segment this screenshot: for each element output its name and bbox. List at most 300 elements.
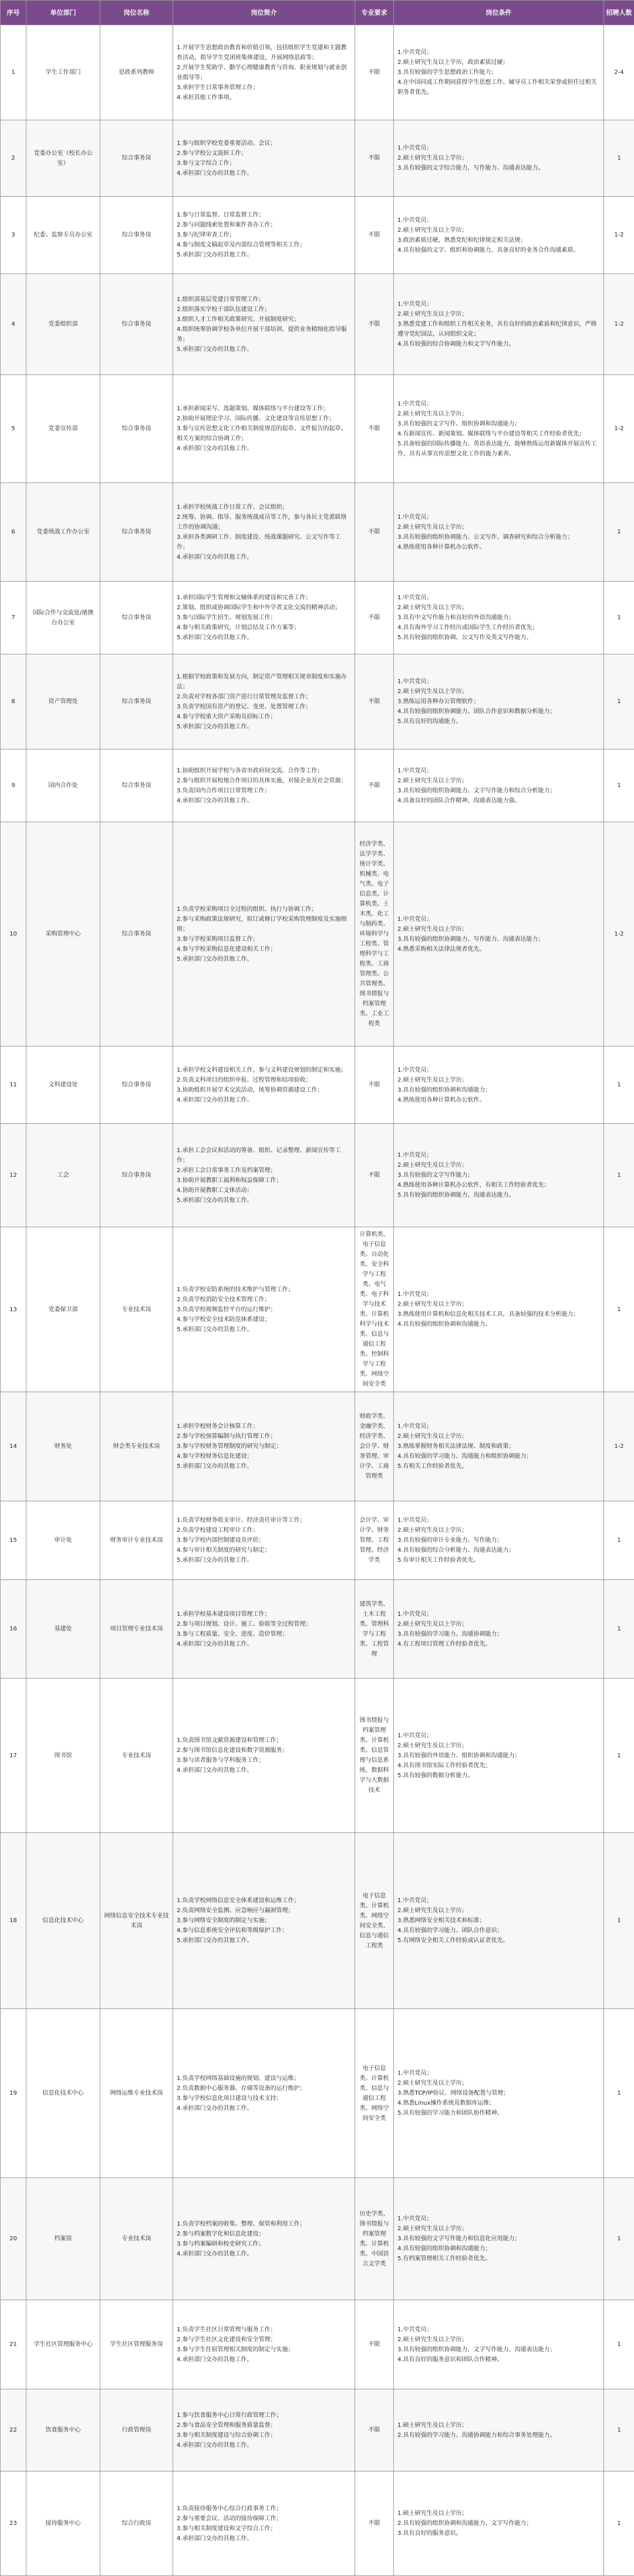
intro-line: 2.参与档案数字化和信息化建设； [177, 2229, 351, 2239]
cell-dept: 信息化技术中心 [26, 2009, 100, 2178]
intro-line: 3.参与纪律审查工作； [177, 230, 351, 240]
intro-line: 1.承担国际学生管理和文辅体系的建设和完善工作； [177, 593, 351, 603]
cell-intro [173, 2300, 355, 2389]
cell-dept: 接待服务中心 [26, 2472, 100, 2576]
cell-post: 综合事务岗 [100, 274, 173, 375]
header-post: 岗位名称 [100, 1, 173, 25]
cond-line: 5.有审计相关工作经验者优先。 [397, 1555, 600, 1565]
cell-dept: 信息化技术中心 [26, 1833, 100, 2009]
intro-line: 5.承担部门交办的其他工作。 [177, 345, 351, 355]
cell-no: 4 [1, 274, 26, 375]
cell-major: 电子信息类、计算机类、网络空间安全类、信息与通信工程类 [355, 1833, 394, 2009]
cond-line: 1.中共党员； [397, 677, 600, 687]
intro-line: 2.参与项目规划、设计、施工、验收等全过程管理； [177, 1619, 351, 1629]
cell-dept: 工会 [26, 1124, 100, 1227]
cond-line: 4.在中国同或工作期间获得学生思想工作、辅导员工作相关荣誉或担任过相关职务者优先。 [397, 77, 600, 97]
intro-line: 3.参与相关制度建设和文字综合工作； [177, 2524, 351, 2534]
cell-no: 23 [1, 2472, 26, 2576]
intro-line: 3.负责学校国有资产的登记、变更、处置管理工作； [177, 702, 351, 712]
intro-line: 3.协助开展教职工福利和权益保障工作； [177, 1176, 351, 1186]
intro-line: 2.参与食品安全管理和服务质量监督； [177, 2420, 351, 2430]
table-row [1, 749, 634, 822]
intro-line: 2.参与重要会议、活动的接待保障工作； [177, 2514, 351, 2524]
cell-no: 17 [1, 1679, 26, 1833]
table-row [1, 483, 634, 582]
cond-line: 2.硕士研究生及以上学历； [397, 1741, 600, 1751]
cell-post: 综合行政岗 [100, 2472, 173, 2576]
cell-num: 1-2 [604, 197, 634, 274]
intro-line: 1.负责学生社区日常管理与服务工作； [177, 2325, 351, 2335]
table-row [1, 582, 634, 654]
intro-line: 3.参与学校内部控制建设及评价； [177, 1535, 351, 1545]
cell-num: 1 [604, 120, 634, 197]
cell-dept: 党委统战工作办公室 [26, 483, 100, 582]
cell-major: 不限 [355, 582, 394, 654]
cond-line: 3.熟悉TCP/IP协议、网络设备配置与管理； [397, 2088, 600, 2098]
cond-line: 2.硕士研究生及以上学历，政治素质过硬； [397, 58, 600, 67]
intro-line: 4.承担部门交办的其他工作。 [177, 2440, 351, 2450]
cond-line: 2.具有较强的学习能力、沟通协调能力和综合事务处理能力。 [397, 2430, 600, 2440]
cell-no: 12 [1, 1124, 26, 1227]
cell-intro [173, 1580, 355, 1679]
cell-dept: 学生工作部门 [26, 25, 100, 120]
intro-line: 2.参与图书馆信息化建设和数字资源服务； [177, 1746, 351, 1755]
cell-major: 图书情报与档案管理类、计算机类、信息管理与信息系统、数据科学与大数据技术 [355, 1679, 394, 1833]
cell-major: 不限 [355, 483, 394, 582]
cell-num: 1 [604, 2472, 634, 2576]
cond-line: 2.硕士研究生及以上学历； [397, 225, 600, 235]
intro-line: 3.承担各类调研工作、制度建设、统战课题研究、公文写作等工作； [177, 532, 351, 552]
cell-num: 2-4 [604, 25, 634, 120]
cond-line: 2.硕士研究生及以上学历； [397, 1619, 600, 1629]
cond-line: 2.硕士研究生及以上学历； [397, 924, 600, 934]
intro-line: 5.承担部门交办的其他工作。 [177, 633, 351, 643]
cell-major: 不限 [355, 375, 394, 483]
cell-major: 不限 [355, 2300, 394, 2389]
cond-line: 1.硕士研究生及以上学历； [397, 2420, 600, 2430]
table-row [1, 822, 634, 1046]
cond-line: 4.熟练使用各种计算机办公软件，有相关工作经验者优先； [397, 1180, 600, 1190]
cond-line: 4.具有较强的组织协调和沟通能力； [397, 2244, 600, 2254]
intro-line: 3.承担学生日常事务管理工作； [177, 83, 351, 93]
intro-line: 4.承担部门交办的其他工作。 [177, 2355, 351, 2365]
table-row [1, 2009, 634, 2178]
intro-line: 4.承担部门交办的其他工作。 [177, 444, 351, 454]
cond-line: 2.硕士研究生及以上学历； [397, 1525, 600, 1535]
cell-dept: 审计处 [26, 1501, 100, 1580]
cell-num: 1 [604, 1679, 634, 1833]
cond-line: 3.熟悉网络安全相关技术和标准； [397, 1916, 600, 1926]
cell-cond [394, 1046, 604, 1124]
cell-major: 不限 [355, 654, 394, 749]
cell-post: 网络信息安全技术专业技术岗 [100, 1833, 173, 2009]
cell-post: 网络运维专业技术岗 [100, 2009, 173, 2178]
cond-line: 3.熟练运用各种办公管理软件； [397, 697, 600, 707]
cell-intro [173, 25, 355, 120]
cell-intro [173, 749, 355, 822]
cell-major: 不限 [355, 2472, 394, 2576]
table-header-row [1, 1, 634, 25]
cond-line: 2.硕士研究生及以上学历； [397, 1075, 600, 1085]
cell-no: 9 [1, 749, 26, 822]
intro-line: 1.负责学校采购项目全过程的组织、执行与协调工作； [177, 904, 351, 914]
cond-line: 3.具有较强的文字写作能力和信息化应用能力； [397, 2234, 600, 2244]
cond-line: 3.具有较强的文字写作能力； [397, 1170, 600, 1180]
cell-post: 专业技术岗 [100, 2178, 173, 2300]
cell-intro [173, 1124, 355, 1227]
intro-line: 3.协助组织开展学术交流活动，统筹协调资源建设工作； [177, 1085, 351, 1095]
table-row [1, 1580, 634, 1679]
cell-no: 6 [1, 483, 26, 582]
cell-post: 综合事务岗 [100, 375, 173, 483]
cell-cond [394, 2389, 604, 2472]
cond-line: 4.有工程项目管理工作经验者优先。 [397, 1639, 600, 1649]
intro-line: 4.参与制度文稿起草及内部综合管理等相关工作； [177, 240, 351, 250]
intro-line: 3.参与国际学生招生、规划发展工作； [177, 613, 351, 623]
intro-line: 3.参与文字综合工作； [177, 158, 351, 168]
cond-line: 3.具有较强的审计专业能力、写作能力； [397, 1535, 600, 1545]
intro-line: 1.承担新闻采写、选题策划、媒体联络与平台建设等工作； [177, 404, 351, 414]
intro-line: 2.参与采购政策法规研究，拟订或修订学校采购管理制度及实施细则； [177, 914, 351, 934]
cond-line: 1.中共党员； [397, 215, 600, 225]
cell-major: 不限 [355, 1124, 394, 1227]
cell-num: 1 [604, 2300, 634, 2389]
intro-line: 5.承担部门交办的其他工作。 [177, 250, 351, 260]
intro-line: 1.组织部基层党建日常管理工作； [177, 295, 351, 305]
cond-line: 3.政治素质过硬，熟悉党纪和纪律规定相关法规； [397, 235, 600, 245]
cell-num: 1 [604, 1833, 634, 2009]
cell-major: 不限 [355, 274, 394, 375]
intro-line: 1.负责学校档案的收集、整理、保管和利用工作； [177, 2219, 351, 2229]
cell-post: 财务审计专业技术岗 [100, 1501, 173, 1580]
intro-line: 3.参与学校信息化项目建设与技术支持； [177, 2094, 351, 2104]
cell-num: 1 [604, 2389, 634, 2472]
cond-line: 4.熟悉采购相关法律法规者优先。 [397, 944, 600, 954]
intro-line: 1.负责学校财务收支审计、经济责任审计等工作； [177, 1515, 351, 1525]
cond-line: 2.硕士研究生及以上学历； [397, 1432, 600, 1441]
cond-line: 2.硕士研究生及以上学历； [397, 603, 600, 613]
cell-cond [394, 1679, 604, 1833]
cell-no: 15 [1, 1501, 26, 1580]
cell-cond [394, 1833, 604, 2009]
cell-cond [394, 654, 604, 749]
cond-line: 4.具有较强的学习能力、沟通能力和组织协调能力； [397, 1451, 600, 1461]
table-row [1, 2300, 634, 2389]
header-dept: 单位部门 [26, 1, 100, 25]
cell-num: 1-2 [604, 1392, 634, 1501]
cond-line: 2.硕士研究生及以上学历； [397, 153, 600, 163]
cond-line: 3.具有较强的文字综合能力，写作能力、沟通表达能力。 [397, 163, 600, 173]
cell-cond [394, 197, 604, 274]
cond-line: 4.具有较强的文字、组织和协调能力，具备良好的业务合作沟通素质。 [397, 245, 600, 255]
header-major: 专业要求 [355, 1, 394, 25]
intro-line: 2.参与学生社区文化建设和安全管理； [177, 2335, 351, 2345]
table-row [1, 1501, 634, 1580]
cond-line: 1.中共党员； [397, 1515, 600, 1525]
cell-major: 电子信息类、计算机类、信息与通信工程类、网络空间安全类 [355, 2009, 394, 2178]
cell-dept: 纪委、监察专员办公室 [26, 197, 100, 274]
cond-line: 5.有网络安全相关工作经验或认证者优先。 [397, 1936, 600, 1946]
intro-line: 1.参与日常监督、日常监督工作； [177, 210, 351, 220]
table-row [1, 197, 634, 274]
intro-line: 4.参与学校财务信息化建设； [177, 1451, 351, 1461]
cell-intro [173, 1046, 355, 1124]
cond-line: 3.具有中文写作能力和良好的外语沟通能力； [397, 613, 600, 623]
intro-line: 4.参与学校安全技术防范体系建设； [177, 1315, 351, 1325]
intro-line: 3.负责学校视频监控平台的运行维护； [177, 1305, 351, 1315]
intro-line: 5.承担部门交办的其他工作。 [177, 954, 351, 964]
cell-dept: 国内合作处 [26, 749, 100, 822]
cell-dept: 图书馆 [26, 1679, 100, 1833]
intro-line: 3.负责国内合作项目日常管理工作； [177, 786, 351, 796]
cond-line: 1.中共党员； [397, 48, 600, 58]
intro-line: 2.负责文科项目的组织申报、过程管理和结项验收； [177, 1075, 351, 1085]
table-row [1, 1227, 634, 1392]
intro-line: 4.承担部门交办的其他工作。 [177, 2249, 351, 2259]
cond-line: 2.硕士研究生及以上学历； [397, 409, 600, 419]
cell-cond [394, 25, 604, 120]
cell-intro [173, 1392, 355, 1501]
table-row [1, 2178, 634, 2300]
cond-line: 5.有相关工作经验者优先。 [397, 1461, 600, 1471]
intro-line: 1.承担学校基本建设项目管理工作； [177, 1609, 351, 1619]
cell-no: 16 [1, 1580, 26, 1679]
header-cond: 岗位条件 [394, 1, 604, 25]
cond-line: 1.中共党员； [397, 2068, 600, 2078]
intro-line: 4.承担部门交办的其他工作。 [177, 1639, 351, 1649]
cond-line: 1.中共党员； [397, 399, 600, 409]
cell-num: 1-2 [604, 274, 634, 375]
intro-line: 5.承担部门交办的其他工作。 [177, 1196, 351, 1206]
cell-num: 1 [604, 749, 634, 822]
cell-dept: 采购管理中心 [26, 822, 100, 1046]
intro-line: 5.承担部门交办的其他工作。 [177, 1936, 351, 1946]
cell-num: 1 [604, 1124, 634, 1227]
intro-line: 2.参与组织开展校地合作项目的具体实施，对接企业及社会资源； [177, 776, 351, 786]
intro-line: 2.负责学校建设工程审计工作； [177, 1525, 351, 1535]
cell-cond [394, 2300, 604, 2389]
cell-dept: 资产管理处 [26, 654, 100, 749]
cond-line: 3.具有较强的组织协调和沟通能力； [397, 1085, 600, 1095]
intro-line: 2.协助开展理论学习、国际传播、文化建设等宣传思想工作； [177, 414, 351, 424]
cond-line: 3.具有较强的组织协调能力、公文写作、调查研究和综合分析能力； [397, 532, 600, 542]
cell-post: 综合事务岗 [100, 483, 173, 582]
cond-line: 4.熟悉Linux操作系统及数据库运维； [397, 2098, 600, 2108]
cell-no: 5 [1, 375, 26, 483]
cell-num: 1 [604, 582, 634, 654]
cond-line: 3.具有较强的学生思想政治工作能力； [397, 67, 600, 77]
intro-line: 1.负责学校网络基础设施的规划、建设与运维； [177, 2074, 351, 2084]
intro-line: 1.开展学生思想政治教育和价值引领，包括组织学生党建和主题教育活动，指导学生党团班集体建设，开展网络思政等； [177, 43, 351, 63]
cell-num: 1 [604, 483, 634, 582]
cond-line: 2.硕士研究生及以上学历； [397, 309, 600, 319]
cond-line: 3.具有良好的服务意识。 [397, 2528, 600, 2538]
cell-major: 不限 [355, 197, 394, 274]
cell-dept: 党委组织部 [26, 274, 100, 375]
cell-major: 会计学、审计学、财务管理、工程管理、经济学类 [355, 1501, 394, 1580]
intro-line: 1.参与组织学校党委重要活动、会议； [177, 139, 351, 148]
cond-line: 5.具有较强的学习能力和团队协作精神。 [397, 2108, 600, 2118]
cond-line: 3.熟练使用计算机和信息化相关技术工具，具备较强的技术分析能力； [397, 1309, 600, 1319]
cell-post: 学生社区管理服务岗 [100, 2300, 173, 2389]
cell-cond [394, 1124, 604, 1227]
cell-no: 14 [1, 1392, 26, 1501]
table-row [1, 1833, 634, 2009]
cond-line: 1.中共党员； [397, 512, 600, 522]
intro-line: 3.参与学校采购项目监督工作； [177, 934, 351, 944]
cell-no: 22 [1, 2389, 26, 2472]
cond-line: 1.中共党员； [397, 1422, 600, 1432]
cond-line: 3.具有较强的组织协调能力、文字写作能力和综合分析能力； [397, 786, 600, 796]
intro-line: 2.负责对学校各部门资产进行日常管理及监督工作； [177, 692, 351, 702]
cell-intro [173, 1679, 355, 1833]
intro-line: 2.策划、组织或协调国际学生和中外学者文化交流的精神活动； [177, 603, 351, 613]
table-row [1, 1124, 634, 1227]
cond-line: 5.有档案管理相关工作经验者优先。 [397, 2254, 600, 2264]
cond-line: 1.中共党员； [397, 1731, 600, 1741]
cell-no: 20 [1, 2178, 26, 2300]
cell-cond [394, 375, 604, 483]
cell-dept: 学生社区管理服务中心 [26, 2300, 100, 2389]
cell-post: 综合事务岗 [100, 1124, 173, 1227]
header-intro: 岗位简介 [173, 1, 355, 25]
table-row [1, 2472, 634, 2576]
intro-line: 4.参与信息系统安全评估和等级保护工作； [177, 1926, 351, 1936]
cell-dept: 文科建设处 [26, 1046, 100, 1124]
cell-num: 1 [604, 1580, 634, 1679]
cond-line: 5.具有较强的组织协调、公文写作及英文写作能力。 [397, 633, 600, 643]
cell-cond [394, 274, 604, 375]
cell-post: 综合事务岗 [100, 749, 173, 822]
cell-dept: 饮食服务中心 [26, 2389, 100, 2472]
intro-line: 4.参与学校重大资产采购及招标工作； [177, 712, 351, 722]
cond-line: 2.硕士研究生及以上学历； [397, 1299, 600, 1309]
cell-post: 综合事务岗 [100, 654, 173, 749]
table-row [1, 375, 634, 483]
intro-line: 3.参与网络安全制度的制定与实施； [177, 1916, 351, 1926]
cell-num: 1 [604, 2009, 634, 2178]
cond-line: 1.硕士研究生及以上学历； [397, 2509, 600, 2518]
cell-no: 19 [1, 2009, 26, 2178]
cond-line: 4.具有较强的综合分析能力、沟通表达能力； [397, 1545, 600, 1555]
table-row [1, 1679, 634, 1833]
cond-line: 3.具有较强的学习能力、沟通协调能力； [397, 1629, 600, 1639]
cell-intro [173, 1227, 355, 1392]
cond-line: 5.具有较强的组织协调能力、沟通表达能力。 [397, 1190, 600, 1200]
cell-no: 11 [1, 1046, 26, 1124]
cond-line: 3.熟悉党建工作和组织工作相关业务，具有良好的政治素质和纪律意识，严格遵守党纪国法，认同组织文化； [397, 319, 600, 339]
cell-cond [394, 483, 604, 582]
cond-line: 2.硕士研究生及以上学历； [397, 687, 600, 697]
cond-line: 2.硕士研究生及以上学历； [397, 1160, 600, 1170]
cell-no: 21 [1, 2300, 26, 2389]
cond-line: 5.具备较强的国际传播能力、英语表达能力，能够熟练运用新媒体开展宣传工作，具有从事宣传思想文化工作的能力素养。 [397, 439, 600, 459]
cell-intro [173, 654, 355, 749]
intro-line: 3.参与宣传思想文化工作相关制度规范的起草、文件报告的起草、相关方案的综合协调工作； [177, 424, 351, 444]
cell-cond [394, 749, 604, 822]
cond-line: 3.具有较强的外语能力、组织协调和沟通能力； [397, 1751, 600, 1761]
table-row [1, 1046, 634, 1124]
cell-intro [173, 822, 355, 1046]
cond-line: 2.硕士研究生及以上学历； [397, 2224, 600, 2234]
cell-no: 10 [1, 822, 26, 1046]
cell-cond [394, 1580, 604, 1679]
cell-intro [173, 1833, 355, 2009]
cell-dept: 国际合作与交流处/港澳台办公室 [26, 582, 100, 654]
intro-line: 2.开展学生奖助学、勤学心理健康教育与咨询、职业规划与就业创业指导等； [177, 63, 351, 83]
cell-post: 项目管理专业技术岗 [100, 1580, 173, 1679]
cond-line: 1.中共党员； [397, 1289, 600, 1299]
cell-num: 1 [604, 1501, 634, 1580]
cond-line: 4.有新闻宣传、新闻策划、媒体联络与平台建设等相关工作经验者优先； [397, 429, 600, 439]
cond-line: 4.具有较强的学习能力、团队合作意识； [397, 1926, 600, 1936]
table-row [1, 120, 634, 197]
cell-intro [173, 483, 355, 582]
cell-num: 1 [604, 2178, 634, 2300]
intro-line: 1.根据学校政策和发展方向，制定资产管理相关规章制度和实施办法； [177, 672, 351, 692]
cell-dept: 党委宣传部 [26, 375, 100, 483]
intro-line: 2.承担工会日常事务工作及档案管理； [177, 1166, 351, 1176]
cell-intro [173, 120, 355, 197]
cond-line: 1.中共党员； [397, 1609, 600, 1619]
cell-major: 财政学类、金融学类、经济学类、会计学、财务管理、审计学、工商管理类 [355, 1392, 394, 1501]
cond-line: 1.中共党员； [397, 143, 600, 153]
intro-line: 4.承担其他工作事项。 [177, 93, 351, 103]
intro-line: 1.承担学校统战工作日常工作、会议组织； [177, 502, 351, 512]
cell-no: 3 [1, 197, 26, 274]
cell-num: 1 [604, 1046, 634, 1124]
cell-no: 1 [1, 25, 26, 120]
cell-major: 不限 [355, 2389, 394, 2472]
cell-post: 综合事务岗 [100, 120, 173, 197]
cond-line: 3.熟练掌握财务相关法律法规、制度和政策； [397, 1441, 600, 1451]
cell-major: 经济学类、法学学类、统计学类、机械类、电气类、电子信息类、计算机类、土木类、化工与制药类、环境科学与工程类、管理科学与工程类、工商管理类、公共管理类、图书情报与档案管理类、工业工程类 [355, 822, 394, 1046]
cell-cond [394, 1501, 604, 1580]
cond-line: 1.中共党员； [397, 1065, 600, 1075]
cell-intro [173, 2472, 355, 2576]
cell-post: 思政系列教师 [100, 25, 173, 120]
cell-intro [173, 2009, 355, 2178]
cell-post: 综合事务岗 [100, 197, 173, 274]
table-row [1, 1392, 634, 1501]
table-row [1, 274, 634, 375]
intro-line: 3.参与读者服务与学科服务工作； [177, 1755, 351, 1765]
intro-line: 1.参与饮食服务中心日常行政管理工作； [177, 2410, 351, 2420]
cell-major: 建筑学类、土木工程类、管理科学与工程类、工程管理 [355, 1580, 394, 1679]
cell-dept: 财务处 [26, 1392, 100, 1501]
cell-intro [173, 2389, 355, 2472]
cond-line: 1.中共党员； [397, 1896, 600, 1906]
intro-line: 3.参与相关制度建设与综合协调工作； [177, 2430, 351, 2440]
cell-cond [394, 1227, 604, 1392]
cond-line: 1.中共党员； [397, 766, 600, 776]
table-row [1, 25, 634, 120]
cell-major: 不限 [355, 120, 394, 197]
cond-line: 4.具有海外学习工作经历或国际学生工作经历者优先； [397, 623, 600, 633]
intro-line: 2.参与问题线索处置和案件查办工作； [177, 220, 351, 230]
intro-line: 5.承担部门交办的其他工作。 [177, 722, 351, 732]
cond-line: 2.硕士研究生及以上学历； [397, 522, 600, 532]
intro-line: 2.参与学校公文流转工作； [177, 148, 351, 158]
cond-line: 4.熟练使用各种计算机办公软件。 [397, 542, 600, 552]
cell-cond [394, 582, 604, 654]
cell-major: 不限 [355, 25, 394, 120]
cell-intro [173, 2178, 355, 2300]
cond-line: 1.中共党员； [397, 1150, 600, 1160]
cell-post: 行政管理岗 [100, 2389, 173, 2472]
cond-line: 4.具有图书馆实际工作经验者优先； [397, 1761, 600, 1771]
cell-cond [394, 2178, 604, 2300]
